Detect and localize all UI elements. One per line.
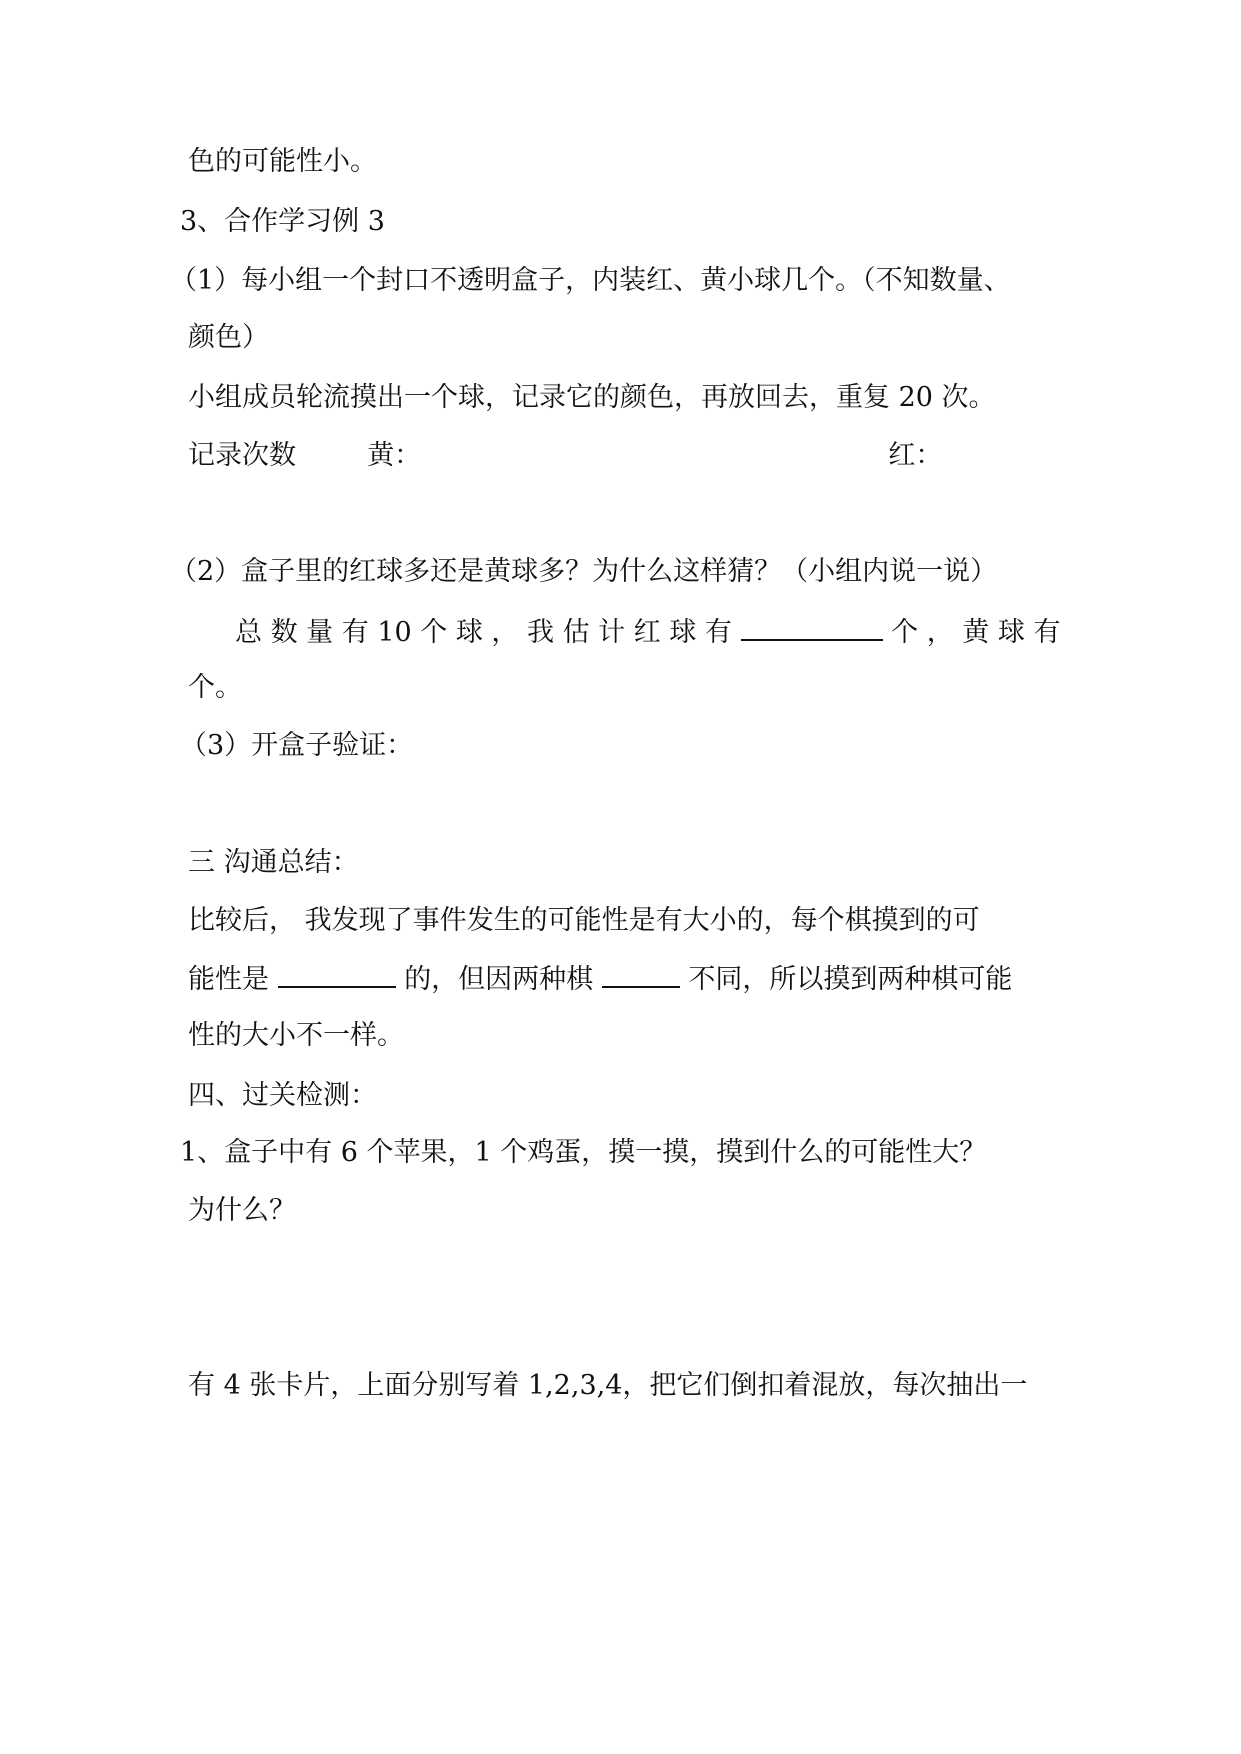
text-line: 比较后， 我发现了事件发生的可能性是有大小的，每个棋摸到的可 <box>188 905 980 936</box>
text-line: 为什么？ <box>188 1195 296 1226</box>
estimate-text-1: 总 数 量 有 10 个 球 ， 我 估 计 红 球 有 <box>235 617 732 648</box>
summary-blank-row <box>188 960 1012 998</box>
answer-blank[interactable] <box>278 960 396 988</box>
summary-text-2: 的，但因两种棋 <box>404 964 594 995</box>
text-line: 性的大小不一样。 <box>188 1020 404 1051</box>
text-line: 小组成员轮流摸出一个球，记录它的颜色，再放回去，重复 20 次。 <box>188 382 996 413</box>
answer-blank[interactable] <box>602 960 680 988</box>
text-line: 1、盒子中有 6 个苹果，1 个鸡蛋，摸一摸，摸到什么的可能性大？ <box>180 1137 987 1168</box>
text-line: 颜色） <box>188 322 269 353</box>
section-heading: 三 沟通总结： <box>188 847 359 878</box>
estimate-row <box>235 613 1060 651</box>
record-row <box>188 438 942 474</box>
record-label: 记录次数 <box>188 440 296 471</box>
text-line: 有 4 张卡片，上面分别写着 1,2,3,4，把它们倒扣着混放，每次抽出一 <box>188 1370 1028 1401</box>
summary-text-1: 能性是 <box>188 964 269 995</box>
text-line: （3）开盒子验证： <box>180 730 414 761</box>
text-line: （2）盒子里的红球多还是黄球多？为什么这样猜？（小组内说一说） <box>170 556 998 587</box>
text-line: （1）每小组一个封口不透明盒子，内装红、黄小球几个。（不知数量、 <box>170 265 1011 296</box>
section-heading: 3、合作学习例 3 <box>180 206 385 237</box>
record-red-label: 红： <box>888 440 943 471</box>
answer-blank[interactable] <box>741 613 883 641</box>
text-line: 个。 <box>188 672 242 703</box>
record-yellow-label: 黄： <box>367 440 422 471</box>
section-heading: 四、过关检测： <box>188 1080 377 1111</box>
text-line: 色的可能性小。 <box>188 146 377 177</box>
estimate-text-2: 个 ， 黄 球 有 <box>891 617 1061 648</box>
summary-text-3: 不同，所以摸到两种棋可能 <box>688 964 1013 995</box>
